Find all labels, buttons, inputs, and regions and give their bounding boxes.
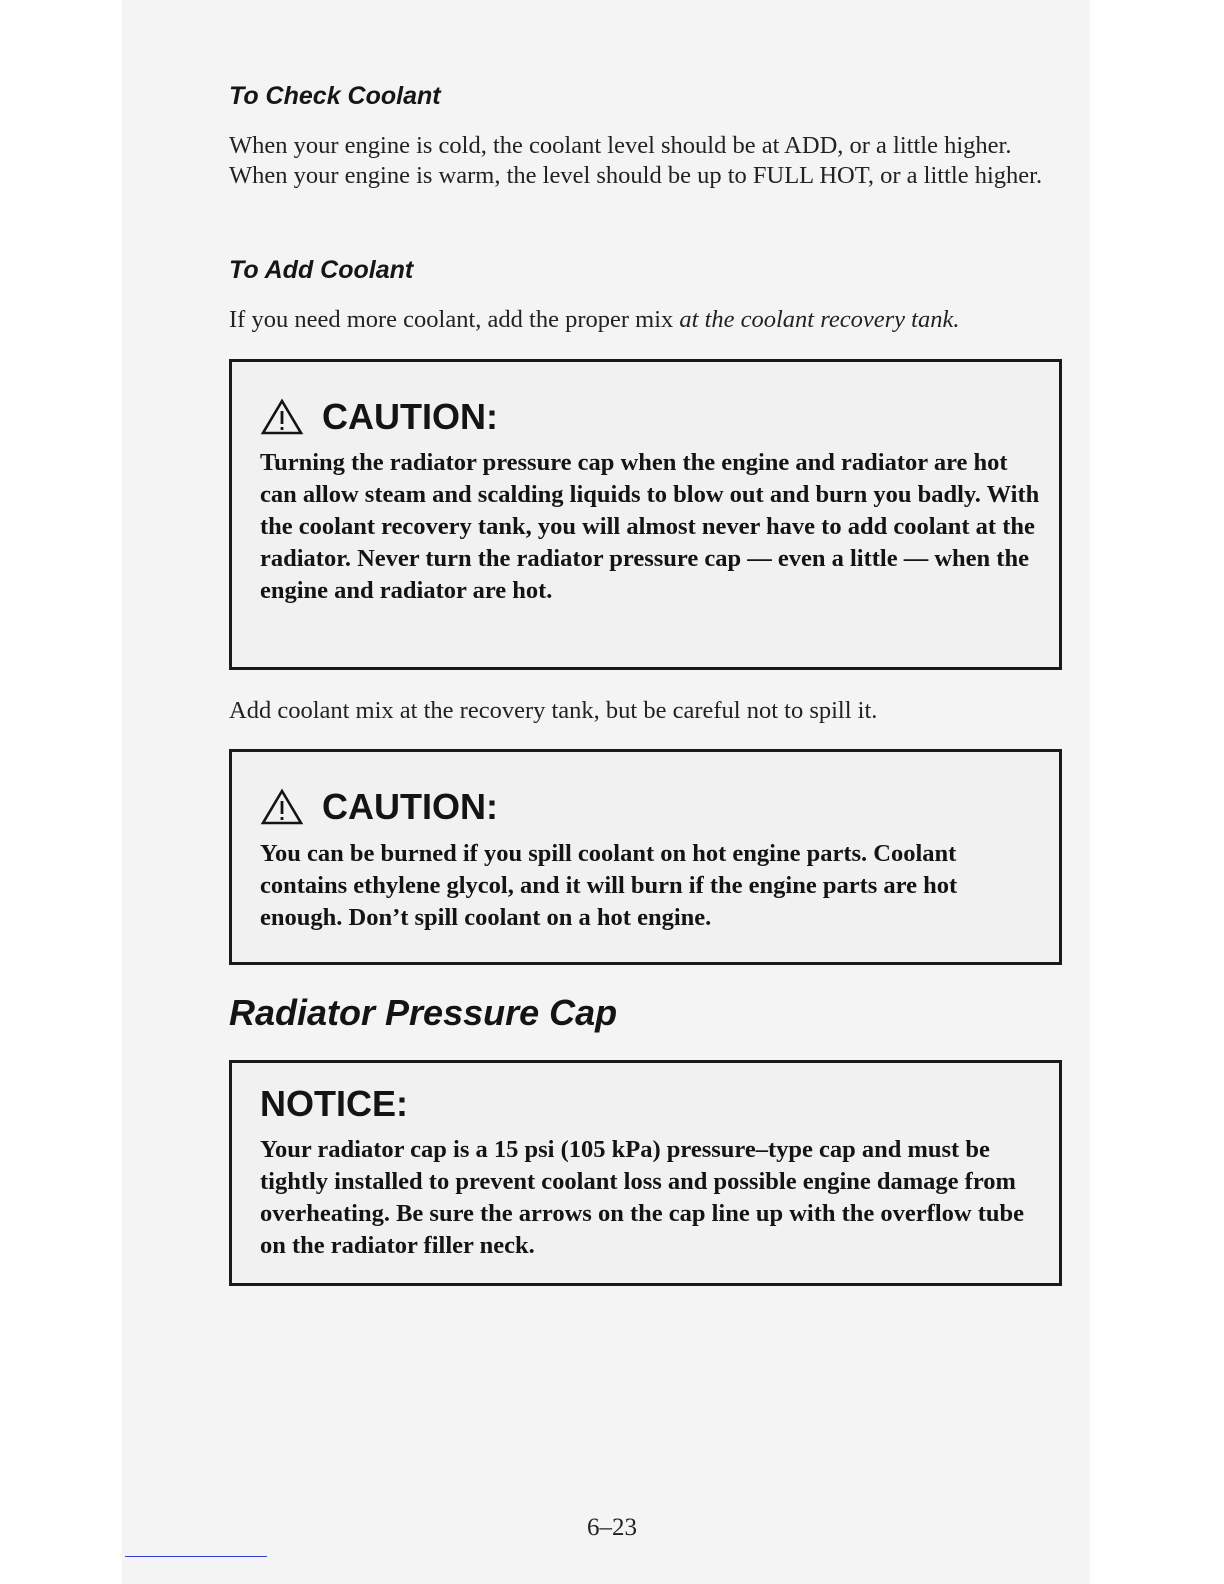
notice-text: Your radiator cap is a 15 psi (105 kPa) pressure–type cap and must be tightly installed to prevent coolant loss and possible engine damage from overheating. Be sure the arrows on the cap line up with the overflow tube on the radiator filler neck. <box>260 1136 1024 1259</box>
radiator-pressure-cap-heading: Radiator Pressure Cap <box>229 992 618 1033</box>
notice-label: NOTICE: <box>260 1083 408 1124</box>
caution-label: CAUTION: <box>322 396 498 437</box>
notice-title <box>260 1083 408 1125</box>
add-coolant-heading: To Add Coolant <box>229 256 414 284</box>
footer-rule <box>125 1556 267 1557</box>
caution-text: You can be burned if you spill coolant on hot engine parts. Coolant contains ethylene glycol, and it will burn if the engine parts are hot enough. Don’t spill coolant on a hot engine. <box>260 840 958 931</box>
add-coolant-text: If you need more coolant, add the proper mix <box>229 306 680 333</box>
caution-box-steam <box>229 359 1062 670</box>
notice-box <box>229 1060 1062 1286</box>
caution-label: CAUTION: <box>322 786 498 827</box>
page-number: 6–23 <box>587 1514 637 1541</box>
recovery-tank-paragraph: Add coolant mix at the recovery tank, but be careful not to spill it. <box>229 697 878 724</box>
check-coolant-paragraph: When your engine is cold, the coolant level should be at ADD, or a little higher. When your engine is warm, the level should be up to FULL HOT, or a little higher. <box>229 132 1043 189</box>
caution-text: Turning the radiator pressure cap when the engine and radiator are hot can allow steam and scalding liquids to blow out and burn you badly. With the coolant recovery tank, you will almost never have to add coolant at the radiator. Never turn the radiator pressure cap — even a little — when the engine and radiator are hot. <box>260 449 1040 604</box>
caution-title <box>260 396 498 438</box>
add-coolant-paragraph <box>229 305 1069 335</box>
add-coolant-emphasis: at the coolant recovery tank. <box>679 306 960 333</box>
check-coolant-heading: To Check Coolant <box>229 82 441 110</box>
caution-box-burn <box>229 749 1062 965</box>
warning-triangle-icon <box>260 398 304 436</box>
warning-triangle-icon <box>260 788 304 826</box>
caution-title <box>260 786 498 828</box>
